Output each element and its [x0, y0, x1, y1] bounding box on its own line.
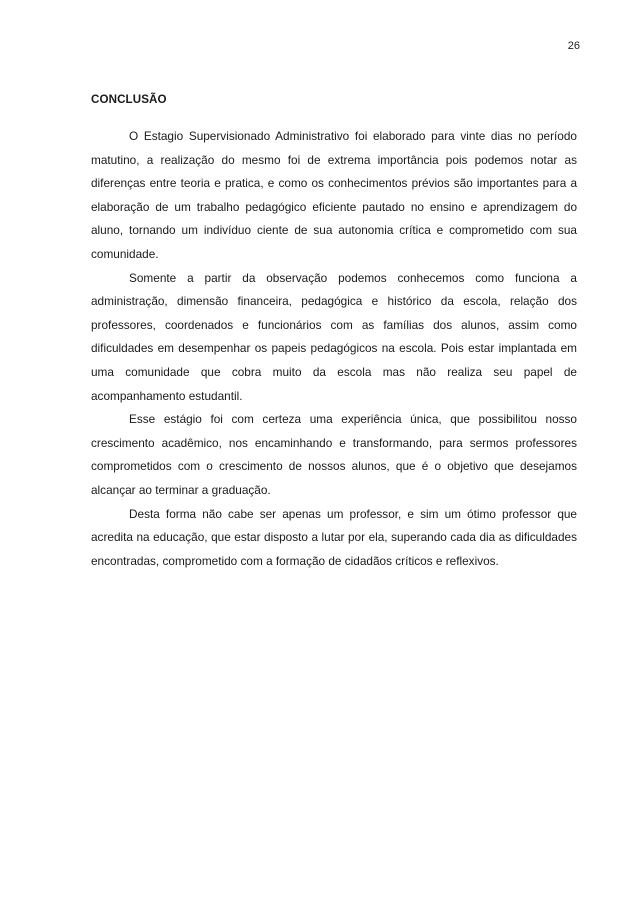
paragraph: Somente a partir da observação podemos conhecemos como funciona a administração, dimensão financeira, pedagógica e histórico da escola, relação dos professores, coordenados e funcionários com as famílias dos alunos, assim como dificuldades em desempenhar os papeis pedagógicos na escola. Pois estar implantada em uma comunidade que cobra muito da escola mas não realiza seu papel de acompanhamento estudantil.: [91, 270, 577, 403]
paragraph: Desta forma não cabe ser apenas um professor, e sim um ótimo professor que acredita na educação, que estar disposto a lutar por ela, superando cada dia as dificuldades encontradas, comprometido com a formação de cidadãos críticos e reflexivos.: [91, 506, 577, 568]
paragraph: O Estagio Supervisionado Administrativo foi elaborado para vinte dias no período matutino, a realização do mesmo foi de extrema importância pois podemos notar as diferenças entre teoria e pratica, e como os conhecimentos prévios são importantes para a elaboração de um trabalho pedagógico eficiente pautado no ensino e aprendizagem do aluno, tornando um indivíduo ciente de sua autonomia crítica e comprometido com sua comunidade.: [91, 129, 577, 261]
document-body: [91, 125, 577, 573]
paragraph: Esse estágio foi com certeza uma experiência única, que possibilitou nosso crescimento acadêmico, nos encaminhando e transformando, para sermos professores comprometidos com o crescimento de nossos alunos, que é o objetivo que desejamos alcançar ao terminar a graduação.: [91, 412, 577, 497]
section-heading: CONCLUSÃO: [91, 93, 167, 106]
page-number: 26: [567, 40, 580, 52]
